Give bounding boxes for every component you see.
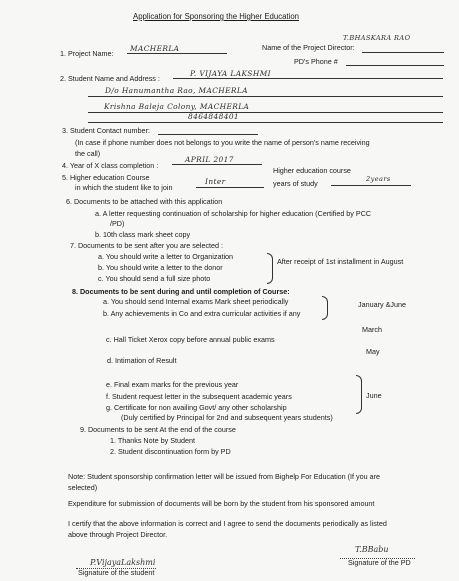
section-9-item-2: 2. Student discontinuation form by PD: [110, 447, 231, 456]
section-7-heading: 7. Documents to be sent after you are selected :: [70, 241, 224, 250]
pd-signature-label: Signature of the PD: [348, 558, 411, 567]
course-years-label: Higher education course: [273, 166, 351, 175]
section-8-f: f. Student request letter in the subsequent academic years: [106, 392, 292, 401]
pd-phone-label: PD's Phone #: [294, 57, 338, 66]
pd-phone-line: [346, 65, 444, 66]
section-9-item-1: 1. Thanks Note by Student: [110, 436, 195, 445]
section-8-ab-note: January &June: [358, 300, 406, 309]
address-line-3: 8464848401: [188, 112, 240, 121]
project-name-label: 1. Project Name:: [60, 49, 114, 58]
section-7-b: b. You should write a letter to the donor: [98, 263, 223, 272]
section-8-ab-brace: [322, 296, 328, 320]
director-line: [362, 52, 444, 53]
student-name-line: [173, 78, 443, 79]
section-6-a: a. A letter requesting continuation of scholarship for higher education (Certified by PCC: [95, 209, 372, 218]
contact-line: [158, 134, 258, 135]
section-8-c: c. Hall Ticket Xerox copy before annual public exams: [106, 335, 275, 344]
address-line-1: D/o Hanumantha Rao, MACHERLA: [105, 86, 248, 95]
section-7-c: c. You should send a full size photo: [98, 274, 211, 283]
section-8-g2: (Duly certified by Principal for 2nd and subsequent years students): [121, 413, 333, 422]
section-7-a: a. You should write a letter to Organization: [98, 252, 234, 261]
section-7-note: After receipt of 1st installment in August: [277, 257, 404, 266]
note-2: Expenditure for submission of documents will be born by the student from his sponsored amount: [68, 499, 375, 508]
student-signature-label: Signature of the student: [78, 568, 155, 577]
student-name-value: P. VIJAYA LAKSHMI: [190, 69, 271, 78]
address-line-3-rule: [88, 122, 443, 123]
section-8-efg-note: June: [366, 391, 382, 400]
pd-signature: T.BBabu: [355, 545, 389, 554]
contact-note: (In case if phone number does not belongs to you write the name of person's name receiving: [75, 138, 370, 147]
course-sub: in which the student like to join: [75, 183, 173, 192]
student-name-label: 2. Student Name and Address :: [60, 74, 160, 83]
note-1: Note: Student sponsorship confirmation letter will be issued from Bighelp For Education (If you are: [68, 472, 381, 481]
course-label: 5. Higher education Course: [62, 173, 150, 182]
director-value: T.BHASKARA RAO: [343, 34, 411, 42]
year-label: 4. Year of X class completion :: [62, 161, 159, 170]
course-years-line: [331, 185, 411, 186]
form-title: Application for Sponsoring the Higher Education: [133, 12, 300, 21]
section-8-march: March: [362, 325, 382, 334]
section-8-g: g. Certificate for non availing Govt/ any other scholarship: [106, 403, 287, 412]
course-years-value: 2years: [366, 175, 391, 183]
section-8-b: b. Any achievements in Co and extra curricular activities if any: [103, 309, 301, 318]
section-8-e: e. Final exam marks for the previous year: [106, 380, 239, 389]
address-line-1-rule: [88, 96, 443, 97]
director-label: Name of the Project Director:: [262, 43, 355, 52]
section-8-heading: 8. Documents to be sent during and until completion of Course:: [72, 287, 290, 296]
address-line-2: Krishna Baleja Colony, MACHERLA: [104, 102, 250, 111]
project-name-value: MACHERLA: [130, 44, 180, 53]
section-6-a2: /PD): [110, 219, 125, 228]
section-8-may: May: [366, 347, 380, 356]
section-7-brace: [267, 253, 273, 284]
note-3: I certify that the above information is correct and I agree to send the documents periodically as listed: [68, 519, 387, 528]
course-line: [196, 187, 264, 188]
year-line: [172, 164, 262, 165]
contact-label: 3. Student Contact number:: [62, 126, 150, 135]
course-value: Inter: [205, 177, 226, 186]
section-8-efg-brace: [356, 375, 362, 414]
note-1b: selected): [68, 483, 98, 492]
section-8-a: a. You should send Internal exams Mark sheet periodically: [103, 297, 289, 306]
project-name-line: [127, 53, 227, 54]
contact-note-2: the call): [75, 149, 101, 158]
year-value: APRIL 2017: [185, 155, 234, 164]
section-6-b: b. 10th class mark sheet copy: [95, 230, 191, 239]
section-9-heading: 9. Documents to be sent At the end of the course: [80, 425, 236, 434]
note-3b: above through Project Director.: [68, 530, 168, 539]
address-line-2-rule: [88, 112, 443, 113]
section-8-d: d. Intimation of Result: [107, 356, 177, 365]
course-years-sub: years of study: [273, 179, 318, 188]
section-6-heading: 6. Documents to be attached with this application: [66, 197, 223, 206]
student-signature: P.VijayaLakshmi: [90, 558, 156, 567]
